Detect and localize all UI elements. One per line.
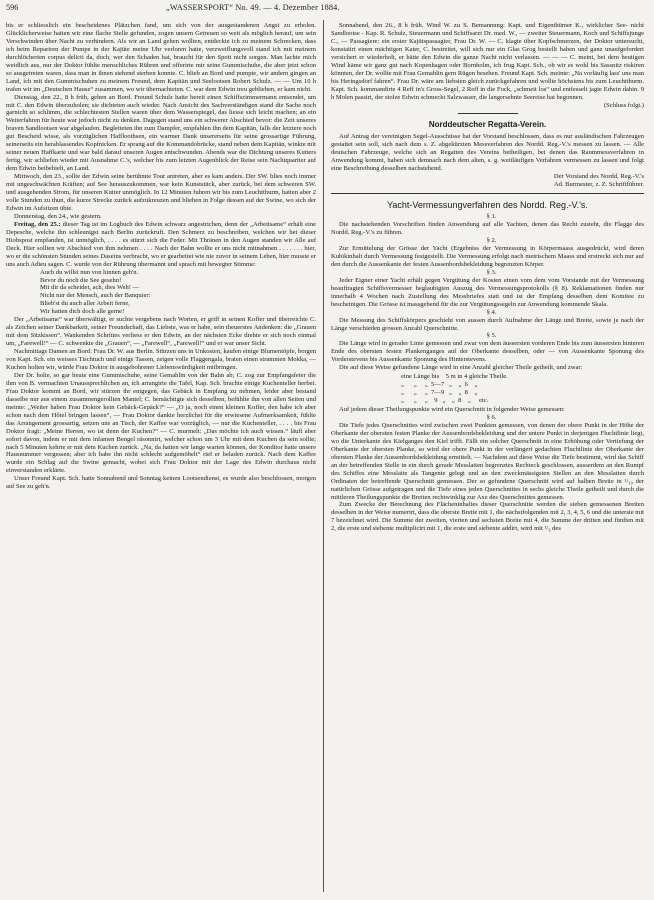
article-paragraph: Die Messung des Schiffskörpers geschieht von aussen durch Aufnahme der Länge und Breite, sowie je nach der Länge verschieden grossen Anzahl Querschnitte. — [331, 316, 644, 332]
page-number: 596 — [6, 3, 19, 12]
right-column — [331, 22, 644, 894]
article-paragraph: Der Dr. holte, so gar heute eine Gummischuhe, seine Gemahlin von der Bahn ab; C. zog zur Empfangsfeier die ihm von B. vermachten Unaussprechlichen an, ich arrangirte die Tafel, Kap. Sch. brachte einige Kuchenteller herbei. Frau Doktor kommt an Bord, wir stürzen ihr entgegen, das Gebäck in Empfang zu nehmen, leider aber bestand dasselbe nur aus einem zusammengerollten Mantel; C. bemächtigte sich desselben, befühlte ihn von allen Seiten und meinte: „Weiter haben Frau Doktor kein Gebäck-Gepäck?“ — „O ja, noch einen kleinen Koffer, den habe ich aber schon nach dem Hôtel bringen lassen“, — Frau Doktor dankte herzlichst für die erwiesene Aufmerksamkeit, fühlte das Arrangement grossartig, setzen uns an Tisch, der Kaffee war vorzüglich, — nur die Kuchenteller, . . . . bis Frau Doktor fragt: „Meine Herren, wo ist denn der Kuchen?“ — C. murmelt: „Das möchte ich auch wissen.“ läuft aber sofort davon, indem er mit dem infamen Bengel räsonnirt, welcher schon um 3 Uhr mit dem Kuchen da sein sollte; nach 5 Minuten kehrte er mit dem Kuchen zurück. „Na, da hatten wir lange warten können, der Konditor hatte unsere Hausnummer vergessen; aber ich habe ihn nicht schlecht aufgemöbelt“ rief er beladen zurück. Nach dem Kaffee wurde ein Schlag auf die Swine gemacht, wobei sich Frau Doktor mit der Lage des Edwin durchaus nicht einverstanden erklärte. — [6, 371, 316, 475]
verse-line: Nicht nur der Mensch, auch der Banquier: — [40, 292, 151, 300]
article-paragraph: Nachmittags Damen an Bord: Frau Dr. W. aus Berlin. Stürzen uns in Unkosten, kaufen einige Blumentöpfe, borgen von Kapt. Sch. ein weisses Tischtuch und einige Tassen, zeigen volle Flaggengala, braten einen strammen Mokka, — Kuchen holten wir, würde Frau Doktor in ausgebohrener Liebenswürdigkeit mitbringen. — [6, 348, 316, 371]
article-paragraph: Die Tiefe jedes Querschnittes wird zwischen zwei Punkten gemessen, von denen der obere Punkt in der Höhe der Oberkante der obersten festen Planke der Aussenbordsbekleidung und der untere Punkt in derjenigen Fluchtlinie liegt, wo die Unterkante des Kielganges den Kiel trifft. Fällt ein solcher Querschnitt in eine Erhöhung oder Vertiefung der Oberkante der obersten Planke, so wird der obere Punkt in der verlängert gedachten Fluchtlinie der Oberkante der obersten Planke der Aussenbordsbekleidung ermittelt. — Nachdem auf diese Weise die Tiefe bestimmt, wird das Schiff an der betreffenden Stelle in ein durch gerade Messlatten begrenztes Rechteck geschlossen, ausserdem an den Rumpf des Schiffes eine Messlatte als Tangente gelegt und an den zweckmässigsten Stellen an den Messlatten durch Ordinaten der betreffende Querschnitt gemessen. Der so gefundene Querschnitt wird auf halben Breite in ¹/₁₀ der natürlichen Grösse aufgetragen und die Tiefe eines jeden Querschnittes in sechs gleiche Theile getheilt und durch die mittleren Theilungspunkte die Breiten rechtwinklig zur Axe des Querschnittes gemessen. — [331, 421, 644, 501]
article-paragraph: Der „Arbeitsame“ war überwältigt, er suchte vergebens nach Worten, er griff in seinen Koffer und überreichte C. als Zeichen seiner Dankbarkeit, seiner Freundschaft, das Liebste, was er habe, sein theuerstes Andenken: die „Grauen mit dem Sitzkissen“. Wankenden Schrittes verliess er den Edwin, an der nächsten Ecke drehte er sich noch einmal um, „Farewell!“ — C. schwenkte die „Grauen“, — „Farewell“, „Farewell!“ und er war unser Sicht. — [6, 316, 316, 348]
article-paragraph: Zum Zwecke der Berechnung des Flächeninhaltes dieser Querschnitte werden die sieben gemessenen Breiten desselben in der Weise numerirt, dass die oberste Breite mit 1, die nächstfolgenden mit 2, 3, 4, 5, 6 und die unterste mit 7 bezeichnet wird. Die Summe der zweiten, vierten und sechsten Breite mit 4, die Summe der dritten und fünften mit 2, die erste und siebente multiplicirt mit 1, die erste und siebente addirt, wird mit ¹/₃ des — [331, 501, 644, 533]
verse-line: Bevor du noch die See gesehn! — [40, 276, 122, 284]
article-paragraph — [6, 221, 316, 269]
article-paragraph: Die nachstehenden Vorschriften finden Anwendung auf alle Yachten, denen das Recht zusteht, die Flagge des Nordd. Reg.-V.'s zu führen. — [331, 221, 644, 237]
article-paragraph: Auf jedem dieser Theilungspunkte wird ein Querschnitt in folgender Weise gemessen: — [339, 406, 565, 414]
paragraph-text: dieser Tag ist im Logbuch des Edwin schwarz angestrichen, denn der „Arbeitsame“ erhält eine Depesche, welche ihn schleunigst nach Berlin zurückruft. Den Schmerz zu beschreiben, welchen wir bei dieser Hiobspost empfanden, ist unmöglich, . . . . es stürzt sich die Feder. Mit Thränen in den Augen standen wir Alle auf Deck. Hier sollten wir Abschied von ihm nehmen . . . . Nach der Bahn wollte er uns nicht mitnahmen . . . . . . . hier, wo er die schönsten Stunden seines Daseins verbracht, wo er gearbeitet wie nie zuvor in seinem Leben, hier musste er uns auch Adieu sagen. C. wurde von der Rührung übermannt und sprach mit bewegter Stimme: — [6, 220, 316, 268]
division-table — [401, 373, 644, 405]
article-paragraph: Sonnabend, den 26., 8 h früh. Wind W. zu S. Bemannung: Kapt. und Eigenthümer K., wirklicher See- nicht Sandlootse - Kap. R. Schulz, Steuermann und Schiffsarzt Dr. med. W., — zweiter Steuermann, Koch und Schiffsjunge C., — Passagiere: ein erster Kajütspassagier, Frau Dr. W. — C. klagte über Kopfschmerzen, der Doktor untersucht, konstatirt einen mächtigen Kater, C. bestreitet, will sich nur ein Glas Grog bestellt haben und ganz unaufgefordert versichert er wiederholt, er hätte den Edwin die ganze Nacht nicht verlassen. — — — C. meint, bei dem heutigen Wind käme wir ganz gut nach Kopenhagen oder Bornholm, ich frug Kapt. Sch., ob wir es wohl bis Sassnitz riskiren könnten, der Dr. wollte mit Frau Gemahlin gern Rügen besehen. Freund Kapt. Sch. meinte: „Na vorläufig lass' uns man bis Heringsdorf fahren“. Frau Dr. wäre am liebsten gleich zurückgefahren und wollte höchstens bis zum Leuchtthurm. Kapt. Sch. kommandirte 4 Reff in's Gross-Segel, 2 Reff in die Fock, „schmeit los“ und entfesselt jagte Edwin dahin. 9 h Molen passirt, der stolze Edwin schmeckt Salzwasser, die langersehnte Seereise hat begonnen. — [331, 22, 644, 101]
left-column — [6, 22, 316, 894]
section-heading: Norddeutscher Regatta-Verein. — [428, 120, 547, 130]
article-paragraph: Dienstag, den 22., 8 h früh, gehen an Bord. Freund Schulz hatte bereit einen Schiffszimmermann entsendet, um mit C. den Edwin überzuholen; sie dichteten auch wieder. Nach Ansicht des Sachverständigen stand die Sache noch garnicht so schlimm, die schlechtesten Stellen waren über dem Wasserspiegel, das liesse sich leicht machen; an ein Weiterfahren für heute war jedoch nicht zu denken. Dagegen stand uns ein schwerer Abschied bevor: die Zeit unseres braven Sandlootsen war abgelaufen. Begleiteten ihn zum Dampfer, empfahlen ihn dem Kapitän, falls der letztere noch gut Bescheid wisse, als vorzüglichen Haffloothsen, ein warmer Dank unsererseits für seine grossartige Führung, seinerseits ein herablassendes Kopfnicken. Er sprang auf die Kommandobrücke, stand neben dem Kapitän, winkte mit seiner neuen Haffkarte und war bald darauf unseren Augen entschwunden. Abends war die Dichtung unseres Kutters fertig, wir schliefen wieder mit Ausnahme C.'s, welcher bis zum letzten Augenblick der Reise sein Nachtquartier auf dem Edwin beibehielt, an Land. — [6, 93, 316, 173]
verse-line: Wir hatten dich doch alle gerne! — [40, 308, 125, 316]
article-paragraph: Donnerstag, den 24., wie gestern. — [14, 212, 102, 220]
verse-line: Auch du willst nun von hinnen geh'n. — [40, 268, 139, 276]
article-paragraph: Auf Antrag der vereinigten Segel-Ausschüsse hat der Vorstand beschlossen, dass es nur ausländischen Fahrzeugen gestattet sein soll, sich nach dem s. Z. abgekürzten Messverfahren des Nordd. Reg.-V.'s messen zu lassen. — Alle deutschen Fahrzeuge, welche sich an Regatten des Vereins betheiligen, bei denen das Raummessverfahren in Anwendung kommt, haben sich demnach nach dem alten, s. g. weitläufigen Verfahren vermessen zu lassen und folgt eine Beschreibung desselben nachstehend. — [331, 133, 644, 173]
table-row: „ „ „ 7—9 „ „ 8 „ — [401, 389, 478, 397]
signature-line: Ad. Burmester, z. Z. Schriftführer. — [553, 181, 644, 189]
paragraph-number: § 2. — [486, 237, 497, 245]
article-paragraph: Zur Ermittelung der Grösse der Yacht (Ergebniss der Vermessung in Körpermaass ausgedrückt, wird deren Kubikinhalt durch Vermessung festgestellt. Die Vermessung erfolgt nach metrischem Maass und erstreckt sich nur auf den durch die Aussenkante der festen Aussenbordsbekleidung begrenzten Körper. — [331, 244, 644, 268]
paragraph-number: § 1. — [486, 213, 497, 221]
running-title: „WASSERSPORT“ No. 49. — 4. Dezember 1884. — [166, 3, 340, 12]
table-row: „ „ „ 5—7 „ „ 6 „ — [401, 381, 478, 389]
column-divider — [323, 20, 324, 892]
article-paragraph: Mittwoch, den 23., sollte der Edwin seine berühmte Tour antreten, aber es kam anders. Der SW. blies noch immer mit ungeschwächten Kräften; auf See herauszukommen, war kein Kunststück, aber zurück, bei dem schweren SW. und ausgehenden Strom, für unseren Kutter unmöglich. In 12 Minuten fuhren wir bis zum Leuchtthurm, hatten aber 2 volle Stunden zu thun, die kurze Strecke zurück aufzukreuzen und blieben in Folge dessen auf der Swine, wo sich der Edwin im Aufsitzen übte. — [6, 173, 316, 212]
signature-line: Der Vorstand des Nordd. Reg.-V.'s — [553, 173, 644, 181]
to-be-concluded: (Schluss folgt.) — [603, 101, 644, 109]
verse-line: Blieb'st du auch aller Arbeit ferne, — [40, 300, 130, 308]
verse-block — [40, 269, 316, 317]
verse-line: Mit dir da scheidet, ach, dies Weh! — — [40, 284, 140, 292]
table-row: eine Länge bis 5 m in 4 gleiche Theile. — [401, 373, 508, 381]
paragraph-number: § 6. — [486, 413, 497, 421]
paragraph-number: § 3. — [486, 268, 497, 276]
article-paragraph: Die Länge wird in gerader Linie gemessen und zwar von dem äussersten vorderen Ende bis zum äussersten hinteren Ende des obersten festen Plankenganges auf der Oberkante desselben, oder — von Aussenkante Sponung des Vorderstevens bis Aussenkante Sponung des Hinterstevens. — [331, 340, 644, 364]
separator-line — [458, 113, 518, 114]
table-row: „ „ „ 9 „ „ 8 „ etc. — [401, 397, 489, 405]
paragraph-number: § 4. — [486, 308, 497, 316]
separator-line — [331, 193, 644, 194]
section-heading: Yacht-Vermessungverfahren des Nordd. Reg.-V.'s. — [387, 200, 588, 211]
page-header — [6, 3, 646, 17]
paragraph-number: § 5. — [486, 332, 497, 340]
article-paragraph: Die auf diese Weise gefundene Länge wird in eine Anzahl gleicher Theile getheilt, und zwar: — [339, 364, 583, 372]
article-paragraph: bis er schliesslich ein bescheidenes Plätzchen fand, um sich von der ausgestandenen Angst zu erholen. Glücklicherweise hatten wir eine flache Stelle gefunden, zogen unsern Getreuen so weit als möglich herauf, um sein Verschwinden über Nacht zu verhindern. Als wir an Land gehen wollten, entdeckte ich zu meinem Schrecken, dass ich beim Repariren der Pumpe in der Kajüte meine Uhr verloren hatte, verzweiflungsvoll stand ich mit meinem durchlöcherten corpus delicti da, doch, wer den Schaden hat, braucht für den Spott nicht sorgen. Man lachte mich weidlich aus, nur der Doktor fühlte menschliches Rühren und offerirte mir seine Gummischuhe, die aber jetzt schon so ausgetreten waren, dass man in ihnen stehend sterben konnte. C. blieb an Bord und pumpte, wir andern gingen an Land, ich mit den Gummischuhen zu meinem Freund, dem Kapitän und Seelootsen Robert Schulz. — — Um 10 h trafen wir im „Deutschen Hause“ zusammen, wo wir übernachteten. C. war dem Edwin treu geblieben, er kam nicht. — [6, 22, 316, 93]
article-paragraph: Unser Freund Kapt. Sch. hatte Sonnabend und Sonntag keinen Lootsendienst, es wurde also beschlossen, morgen auf See zu geh'n. — [6, 475, 316, 491]
article-paragraph: Jeder Eigner einer Yacht erhält gegen Vergütung der Kosten einen vom dem vom Vorstande mit der Vermessung beauftragten Schiffsvermesser beglaubigten Auszug des Vermessungsprotokolls (§ 8). Reklamationen finden nur innerhalb 4 Wochen nach Zustellung des Messbriefes statt und ist der Empfang desselben dem Komitee zu bescheinigen. Die Grösse ist massgebend für die zur Vergütungssegeln zur Anwendung kommende Skala. — [331, 276, 644, 308]
day-lead: Freitag, den 25.: — [14, 220, 61, 228]
